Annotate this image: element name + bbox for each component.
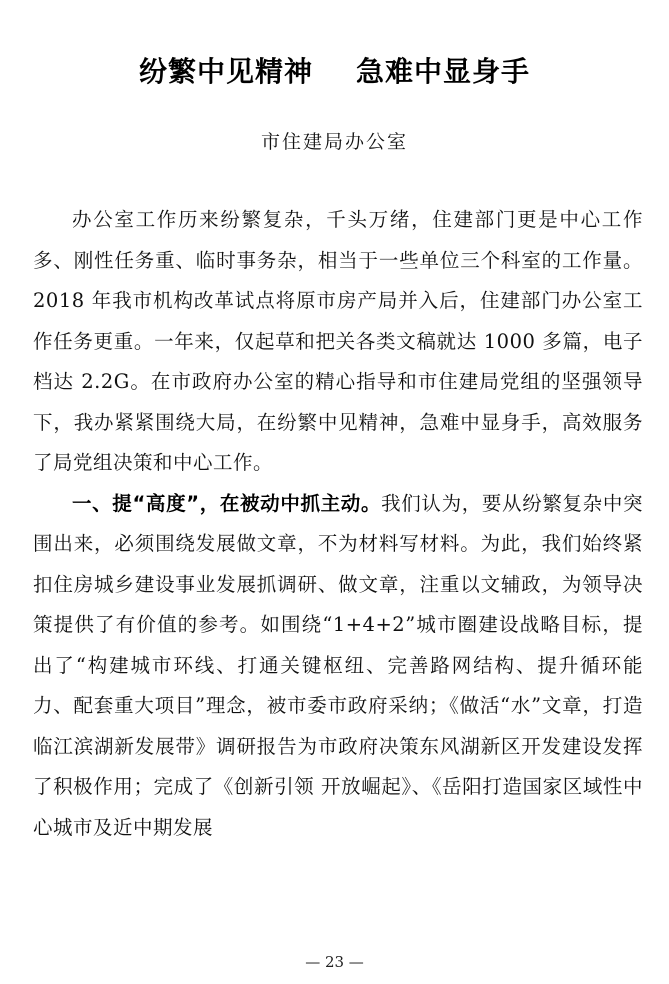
section-1-heading: 一、提“高度”，在被动中抓主动。 — [72, 491, 382, 515]
document-title: 纷繁中见精神 急难中显身手 — [139, 55, 530, 88]
paragraph-section-1 — [33, 484, 643, 849]
section-1-text: 我们认为，要从纷繁复杂中突围出来，必须围绕发展做文章，不为材料写材料。为此，我们始终紧扣住房城乡建设事业发展抓调研、做文章，注重以文辅政，为领导决策提供了有价值的参考。如围绕“1+4+2”城市圈建设战略目标，提出了“构建城市环线、打通关键枢纽、完善路网结构、提升循环能力、配套重大项目”理念，被市委市政府采纳；《做活“水”文章，打造临江滨湖新发展带》调研报告为市政府决策东风湖新区开发建设发挥了积极作用；完成了《创新引领 开放崛起》、《岳阳打造国家区域性中心城市及近中期发展 — [33, 491, 643, 839]
page-number: — 23 — — [305, 953, 364, 971]
document-author: 市住建局办公室 — [260, 131, 408, 153]
document-body — [33, 200, 643, 848]
paragraph-intro: 办公室工作历来纷繁复杂，千头万绪，住建部门更是中心工作多、刚性任务重、临时事务杂，相当于一些单位三个科室的工作量。2018 年我市机构改革试点将原市房产局并入后，住建部门办公室工作任务更重。一年来，仅起草和把关各类文稿就达 1000 多篇，电子档达 2.2G。在市政府办公室的精心指导和市住建局党组的坚强领导下，我办紧紧围绕大局，在纷繁中见精神，急难中显身手，高效服务了局党组决策和中心工作。 — [33, 208, 643, 474]
